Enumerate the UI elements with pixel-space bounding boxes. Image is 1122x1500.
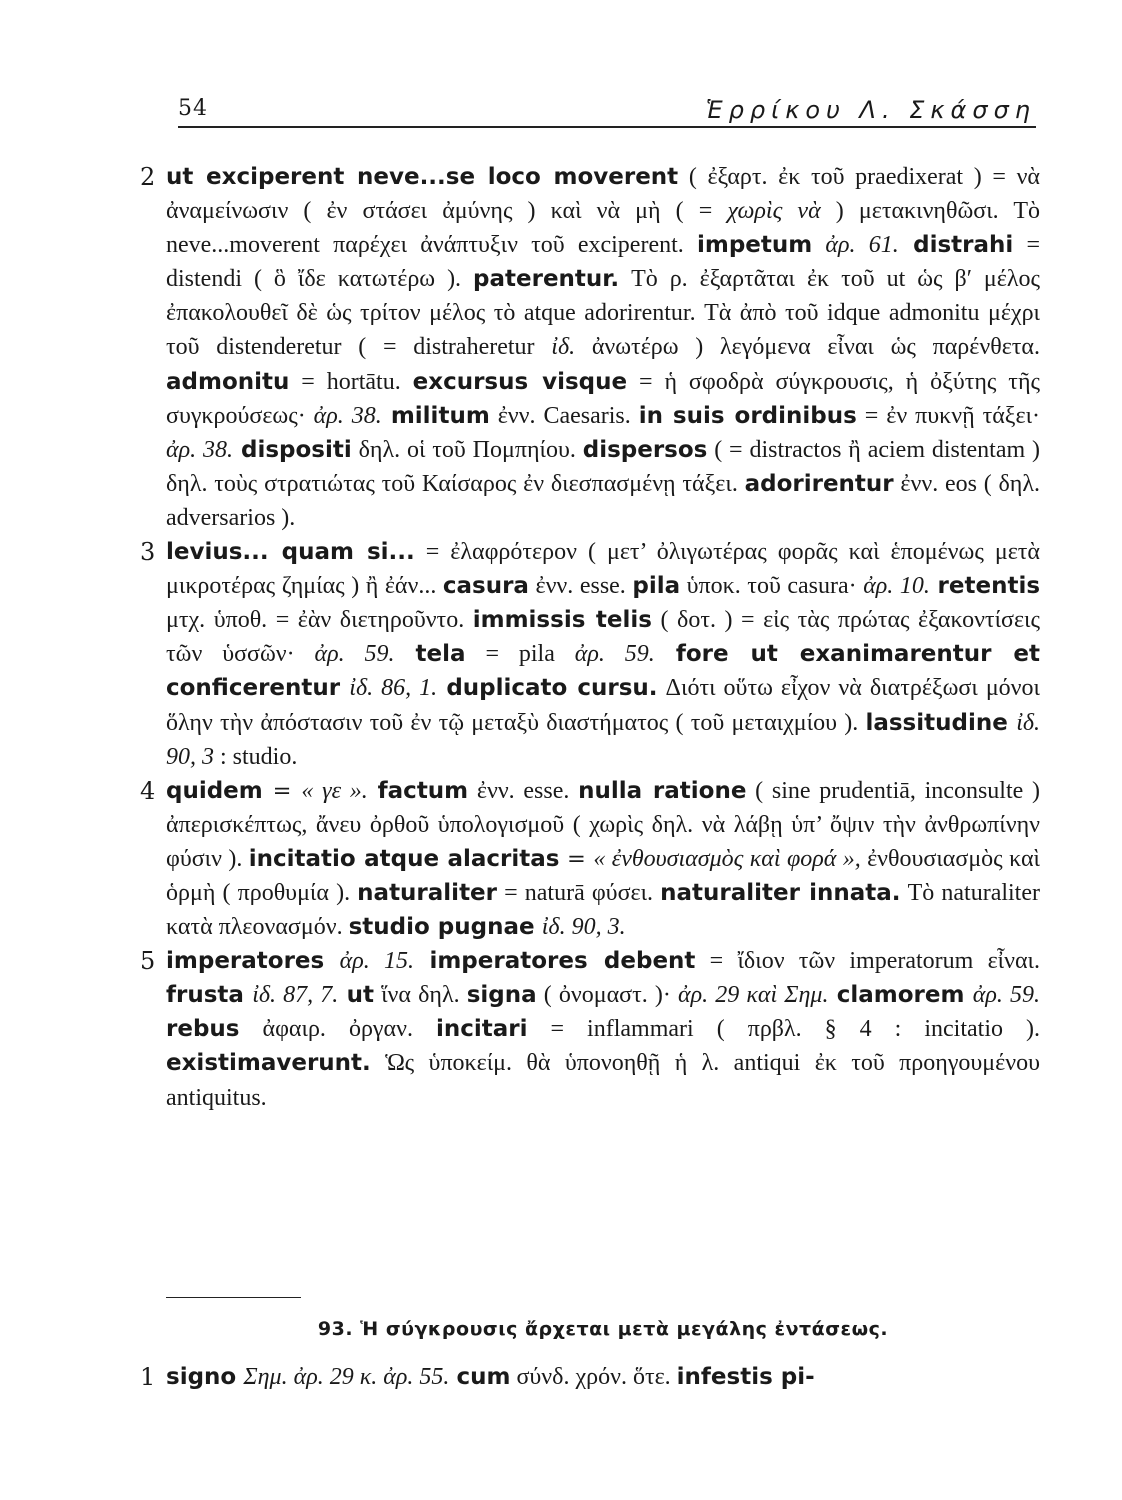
lemma: incitatio atque alacritas — [248, 845, 560, 872]
gloss-text: ἐνν. esse. — [468, 777, 579, 804]
lemma: casura — [442, 573, 529, 600]
gloss-text — [930, 573, 938, 599]
lemma: dispositi — [241, 436, 352, 463]
section-93-body — [140, 1360, 1040, 1394]
italic-ref: ἰδ. 86, 1. — [349, 675, 438, 702]
lemma: nulla ratione — [578, 777, 747, 804]
lemma: ut exciperent neve...se loco moverent — [166, 164, 679, 190]
lemma: naturaliter innata. — [660, 879, 901, 906]
gloss-text: ἐνν. Caesaris. — [489, 402, 639, 429]
italic-ref: ἰδ. 90, 3. — [541, 914, 626, 941]
lemma: paterentur. — [473, 266, 620, 293]
gloss-text — [828, 982, 836, 1008]
paragraph-number: 3 — [140, 538, 156, 567]
gloss-text: δηλ. οἱ τοῦ Πομπηίου. — [351, 436, 583, 463]
gloss-text: = pila — [465, 641, 575, 668]
lemma: rebus — [166, 1016, 240, 1043]
paragraph-number: 1 — [140, 1363, 156, 1391]
gloss-text — [324, 948, 339, 974]
gloss-text: Διότι οὕτω εἶχον νὰ διατρέξωσι μόνοι ὅλην τὴν ἀπόστασιν τοῦ ἐν τῷ μεταξὺ διαστήματος ( τοῦ μεταιχμίου ). — [166, 675, 1040, 736]
gloss-text: = — [262, 777, 302, 804]
gloss-text: ἵνα δηλ. — [373, 982, 467, 1009]
lemma: signo — [166, 1364, 237, 1390]
gloss-text — [382, 403, 391, 429]
gloss-text — [414, 948, 429, 974]
gloss-text: = distendi ( ὃ ἴδε κατωτέρω ). — [166, 232, 1040, 293]
lemma: pila — [632, 573, 681, 600]
lemma: clamorem — [836, 982, 965, 1009]
paragraph-number: 4 — [140, 776, 156, 805]
paragraph-4 — [140, 774, 1040, 944]
lemma: immissis telis — [472, 607, 652, 634]
lemma: ut — [346, 982, 374, 1009]
lemma: retentis — [937, 573, 1041, 600]
gloss-text — [535, 914, 542, 940]
lemma: imperatores — [166, 948, 325, 975]
gloss-text — [899, 232, 913, 258]
lemma: incitari — [435, 1016, 528, 1043]
running-title: Ἑρρίκου Λ. Σκάσση — [705, 96, 1036, 124]
paragraph-5 — [140, 944, 1040, 1114]
page-number: 54 — [178, 96, 208, 121]
italic-ref: « γε ». — [301, 777, 368, 804]
lemma: factum — [377, 777, 469, 804]
italic-ref: ἰδ. — [551, 334, 576, 361]
gloss-text: ἀνωτέρω ) λεγόμενα εἶναι ὡς παρένθετα. — [575, 334, 1041, 361]
italic-ref: ἀρ. 59. — [574, 641, 655, 668]
gloss-text: ἐνν. esse. — [528, 573, 633, 600]
lemma: excursus visque — [412, 368, 628, 395]
italic-ref: ἰδ. 90, 3 — [166, 709, 1041, 770]
gloss-text: ( ὀνομαστ. )· — [536, 982, 678, 1009]
running-header — [178, 92, 1036, 128]
gloss-text: = — [559, 845, 594, 872]
lemma: fore ut exanimarentur et conficerentur — [166, 641, 1040, 702]
gloss-text: = hortātu. — [289, 368, 413, 395]
gloss-text — [244, 982, 252, 1008]
gloss-text — [340, 675, 349, 701]
gloss-text: ( sine prudentiā, inconsulte ) ἀπερισκέπτως, ἄνευ ὀρθοῦ ὑπολογισμοῦ ( χωρὶς δηλ. νὰ λάβῃ ὑπ’ ὄψιν τὴν ἀνθρωπίνην φύσιν ). — [166, 777, 1040, 872]
commentary-body — [140, 160, 1040, 1115]
paragraph-3 — [140, 535, 1040, 774]
gloss-text — [655, 641, 676, 667]
gloss-text — [449, 1364, 456, 1390]
gloss-text: = ἐλαφρότερον ( μετ’ ὀλιγωτέρας φορᾶς καὶ ἑπομένως μετὰ μικροτέρας ζημίας ) ἢ ἐάν... — [166, 539, 1040, 600]
gloss-text: ( δοτ. ) = εἰς τὰς πρώτας ἐξακοντίσεις τῶν ὑσσῶν· — [166, 607, 1041, 668]
lemma: existimaverunt. — [166, 1050, 371, 1077]
gloss-text — [395, 641, 416, 667]
lemma: tela — [415, 641, 466, 668]
lemma: signa — [466, 982, 537, 1009]
lemma: studio pugnae — [348, 914, 535, 941]
lemma: distrahi — [913, 232, 1014, 259]
lemma: duplicato cursu. — [446, 675, 658, 702]
gloss-text: ἀφαιρ. ὀργαν. — [239, 1016, 436, 1043]
italic-ref: ἀρ. 59. — [314, 641, 395, 668]
italic-ref: ἀρ. 29 καὶ Σημ. — [677, 982, 829, 1009]
gloss-text: σύνδ. χρόν. ὅτε. — [510, 1364, 677, 1390]
gloss-text: Ὡς ὑποκείμ. θὰ ὑπονοηθῇ ἡ λ. antiqui ἐκ τοῦ προηγουμένου antiquitus. — [166, 1050, 1040, 1111]
lemma: frusta — [166, 982, 244, 1009]
gloss-text: Τὸ ρ. ἐξαρτᾶται ἐκ τοῦ ut ὡς β′ μέλος ἐπακολουθεῖ δὲ ὡς τρίτον μέλος τὸ atque adorirentur. Τὰ ἀπὸ τοῦ idque admonitu μέχρι τοῦ distenderetur ( = distraheretur — [166, 266, 1041, 361]
gloss-text: = naturā φύσει. — [497, 879, 661, 906]
lemma: dispersos — [582, 436, 708, 463]
lemma: levius... quam si... — [166, 539, 415, 566]
lemma: lassitudine — [865, 709, 1008, 736]
gloss-text — [368, 778, 378, 804]
paragraph-number: 5 — [140, 947, 156, 976]
gloss-text: ἐνθουσιασμὸς καὶ ὁρμὴ ( προθυμία ). — [166, 845, 1040, 906]
italic-ref: « ἐνθουσιασμὸς καὶ φορά », — [593, 845, 861, 872]
lemma: adorirentur — [744, 470, 894, 497]
lemma: quidem — [166, 777, 263, 804]
gloss-text: ( ἐξαρτ. ἐκ τοῦ praedixerat ) = νὰ ἀναμείνωσιν ( ἐν στάσει ἀμύνης ) καὶ νὰ μὴ ( = — [166, 164, 1040, 225]
italic-ref: ἀρ. 38. — [166, 436, 233, 463]
section-heading: 93. Ἡ σύγκρουσις ἄρχεται μετὰ μεγάλης ἐντάσεως. — [317, 1318, 889, 1340]
italic-ref: ἀρ. 10. — [863, 573, 930, 600]
gloss-text: ὑποκ. τοῦ casura· — [680, 573, 864, 600]
italic-ref: χωρὶς νὰ — [727, 198, 821, 225]
gloss-text — [437, 675, 446, 701]
italic-ref: Σημ. ἀρ. 29 κ. ἀρ. 55. — [243, 1364, 450, 1390]
gloss-text — [233, 437, 241, 463]
gloss-text: = ἴδιον τῶν imperatorum εἶναι. — [695, 948, 1041, 975]
paragraph-number: 2 — [140, 163, 156, 191]
gloss-text: Τὸ naturaliter κατὰ πλεονασμόν. — [166, 879, 1040, 941]
paragraph-1 — [140, 1360, 1040, 1394]
lemma: admonitu — [166, 368, 290, 395]
gloss-text: : studio. — [214, 743, 298, 770]
gloss-text: ἐνν. eos ( δηλ. adversarios ). — [166, 470, 1040, 531]
footnote-rule — [166, 1297, 301, 1298]
lemma: in suis ordinibus — [638, 402, 857, 429]
gloss-text: = ἡ σφοδρὰ σύγκρουσις, ἡ ὀξύτης τῆς συγκρούσεως· — [166, 368, 1041, 429]
lemma: imperatores debent — [429, 948, 696, 975]
paragraph-2 — [140, 160, 1040, 535]
gloss-text: μτχ. ὑποθ. = ἐὰν διετηροῦντο. — [166, 607, 473, 634]
lemma: infestis pi- — [676, 1364, 815, 1390]
lemma: impetum — [696, 232, 813, 259]
lemma: naturaliter — [357, 879, 498, 906]
gloss-text: ( = distractos ἢ aciem distentam ) δηλ. τοὺς στρατιώτας τοῦ Καίσαρος ἐν διεσπασμένῃ τάξει. — [166, 436, 1041, 497]
gloss-text — [1008, 710, 1016, 736]
italic-ref: ἀρ. 38. — [313, 402, 382, 429]
lemma: cum — [456, 1364, 511, 1390]
gloss-text: = ἐν πυκνῇ τάξει· — [856, 402, 1041, 429]
lemma: militum — [390, 402, 490, 429]
italic-ref: ἀρ. 15. — [339, 948, 415, 975]
italic-ref: ἀρ. 61. — [812, 232, 899, 259]
italic-ref: ἰδ. 87, 7. — [252, 982, 339, 1009]
gloss-text: ) μετακινηθῶσι. Τὸ neve...moverent παρέχει ἀνάπτυξιν τοῦ exciperent. — [166, 198, 1040, 259]
gloss-text — [338, 982, 346, 1008]
italic-ref: ἀρ. 59. — [972, 982, 1040, 1009]
gloss-text — [964, 982, 972, 1008]
gloss-text: = inflammari ( πρβλ. § 4 : incitatio ). — [527, 1016, 1040, 1043]
